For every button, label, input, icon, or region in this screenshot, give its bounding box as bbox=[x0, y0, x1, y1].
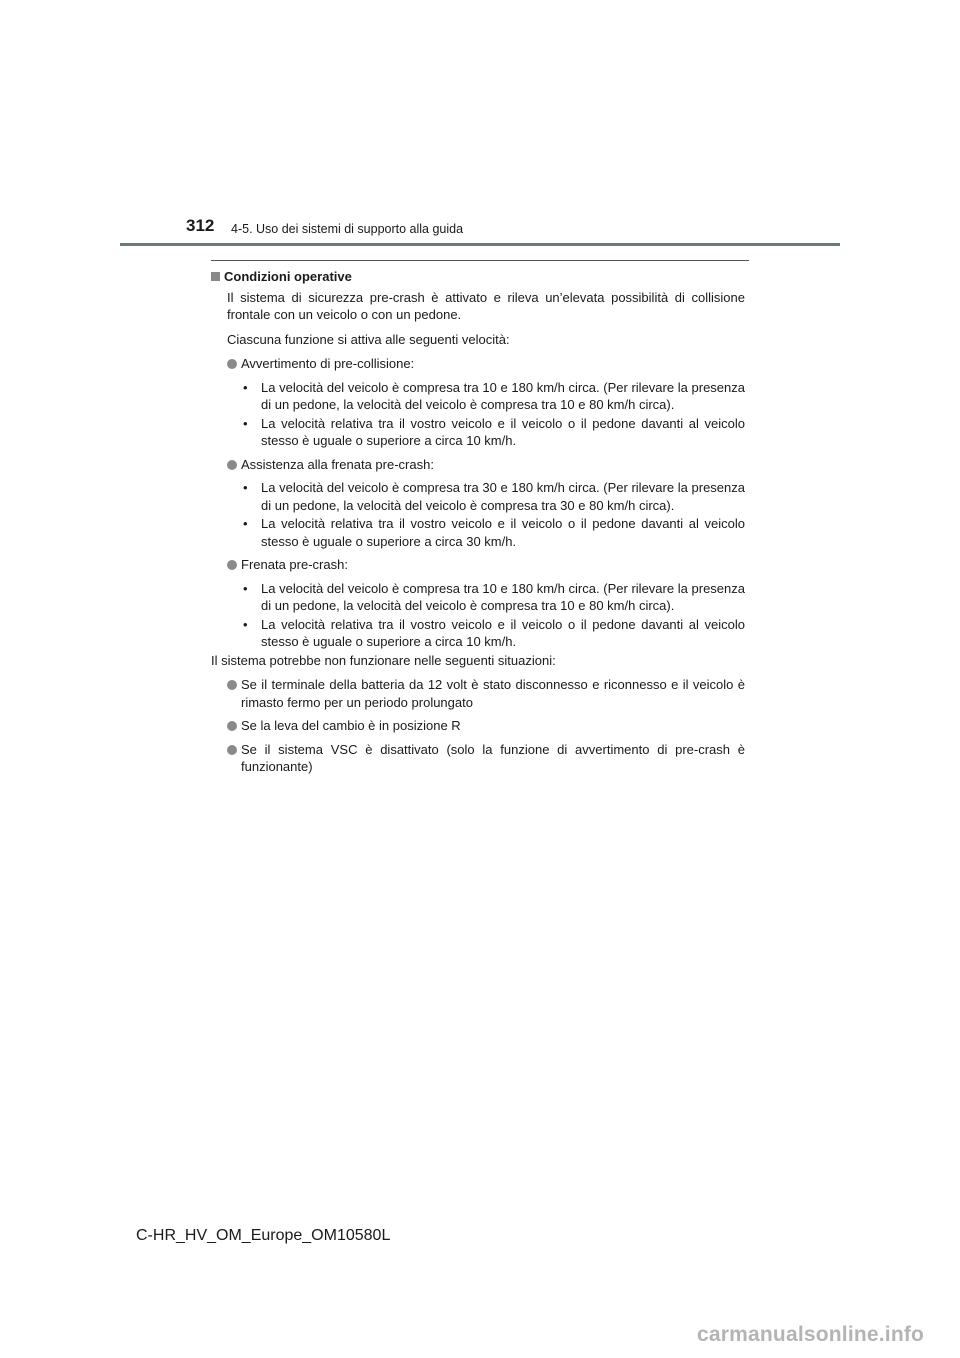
function-name: Avvertimento di pre-collisione: bbox=[241, 356, 415, 371]
footer-doc-id: C-HR_HV_OM_Europe_OM10580L bbox=[136, 1227, 391, 1244]
not-working-lead: Il sistema potrebbe non funzionare nelle seguenti situazioni: bbox=[211, 652, 556, 668]
section-title: Condizioni operative bbox=[224, 269, 352, 284]
condition-text: La velocità relativa tra il vostro veicolo e il veicolo o il pedone davanti al veicolo stesso è uguale o superiore a circa 10 km/h. bbox=[261, 415, 745, 448]
condition-text: La velocità relativa tra il vostro veicolo e il veicolo o il pedone davanti al veicolo stesso è uguale o superiore a circa 30 km/h. bbox=[261, 516, 745, 549]
function-item bbox=[227, 355, 745, 373]
content bbox=[211, 268, 745, 782]
page-number: 312 bbox=[186, 216, 215, 235]
dot-bullet-icon: • bbox=[243, 415, 248, 431]
header-rule bbox=[120, 243, 840, 246]
condition-item bbox=[241, 580, 745, 615]
content-rule bbox=[211, 260, 749, 261]
section-heading bbox=[211, 268, 745, 286]
dot-bullet-icon: • bbox=[243, 580, 248, 596]
circle-bullet-icon bbox=[227, 721, 237, 731]
square-bullet-icon bbox=[211, 272, 220, 281]
circle-bullet-icon bbox=[227, 460, 237, 470]
function-item bbox=[227, 456, 745, 474]
circle-bullet-icon bbox=[227, 560, 237, 570]
condition-item bbox=[241, 379, 745, 414]
condition-text: La velocità del veicolo è compresa tra 30 e 180 km/h circa. (Per rilevare la presenza di un pedone, la velocità del veicolo è compresa tra 30 e 80 km/h circa). bbox=[261, 480, 745, 513]
not-working-item bbox=[227, 676, 745, 711]
circle-bullet-icon bbox=[227, 745, 237, 755]
not-working-text: Se il terminale della batteria da 12 volt è stato disconnesso e riconnesso e il veicolo è rimasto fermo per un periodo prolungato bbox=[241, 677, 745, 710]
intro-paragraph: Il sistema di sicurezza pre-crash è attivato e rileva un’elevata possibilità di collisione frontale con un veicolo o con un pedone. bbox=[227, 289, 745, 322]
condition-text: La velocità relativa tra il vostro veicolo e il veicolo o il pedone davanti al veicolo stesso è uguale o superiore a circa 10 km/h. bbox=[261, 616, 745, 649]
condition-item bbox=[241, 616, 745, 651]
section-header: 4-5. Uso dei sistemi di supporto alla guida bbox=[231, 222, 464, 236]
function-name: Assistenza alla frenata pre-crash: bbox=[241, 456, 434, 472]
condition-text: La velocità del veicolo è compresa tra 10 e 180 km/h circa. (Per rilevare la presenza di un pedone, la velocità del veicolo è compresa tra 10 e 80 km/h circa). bbox=[261, 580, 745, 613]
not-working-text: Se la leva del cambio è in posizione R bbox=[241, 718, 461, 733]
function-name: Frenata pre-crash: bbox=[241, 557, 348, 572]
dot-bullet-icon: • bbox=[243, 616, 248, 632]
not-working-item bbox=[227, 717, 745, 735]
function-group bbox=[211, 456, 745, 551]
function-group bbox=[211, 355, 745, 450]
circle-bullet-icon bbox=[227, 680, 237, 690]
dot-bullet-icon: • bbox=[243, 480, 248, 495]
watermark: carmanualsonline.info bbox=[697, 1323, 925, 1346]
dot-bullet-icon: • bbox=[243, 516, 248, 531]
circle-bullet-icon bbox=[227, 359, 237, 369]
condition-text: La velocità del veicolo è compresa tra 10 e 180 km/h circa. (Per rilevare la presenza di un pedone, la velocità del veicolo è compresa tra 10 e 80 km/h circa). bbox=[261, 379, 745, 412]
condition-item bbox=[241, 415, 745, 450]
function-item bbox=[227, 556, 745, 574]
condition-item bbox=[241, 515, 745, 550]
function-group bbox=[211, 556, 745, 651]
not-working-text: Se il sistema VSC è disattivato (solo la funzione di avvertimento di pre-crash è funzionante) bbox=[241, 741, 745, 774]
condition-item bbox=[241, 479, 745, 514]
not-working-item bbox=[227, 741, 745, 776]
dot-bullet-icon: • bbox=[243, 379, 248, 395]
lead-paragraph: Ciascuna funzione si attiva alle seguenti velocità: bbox=[227, 331, 510, 347]
